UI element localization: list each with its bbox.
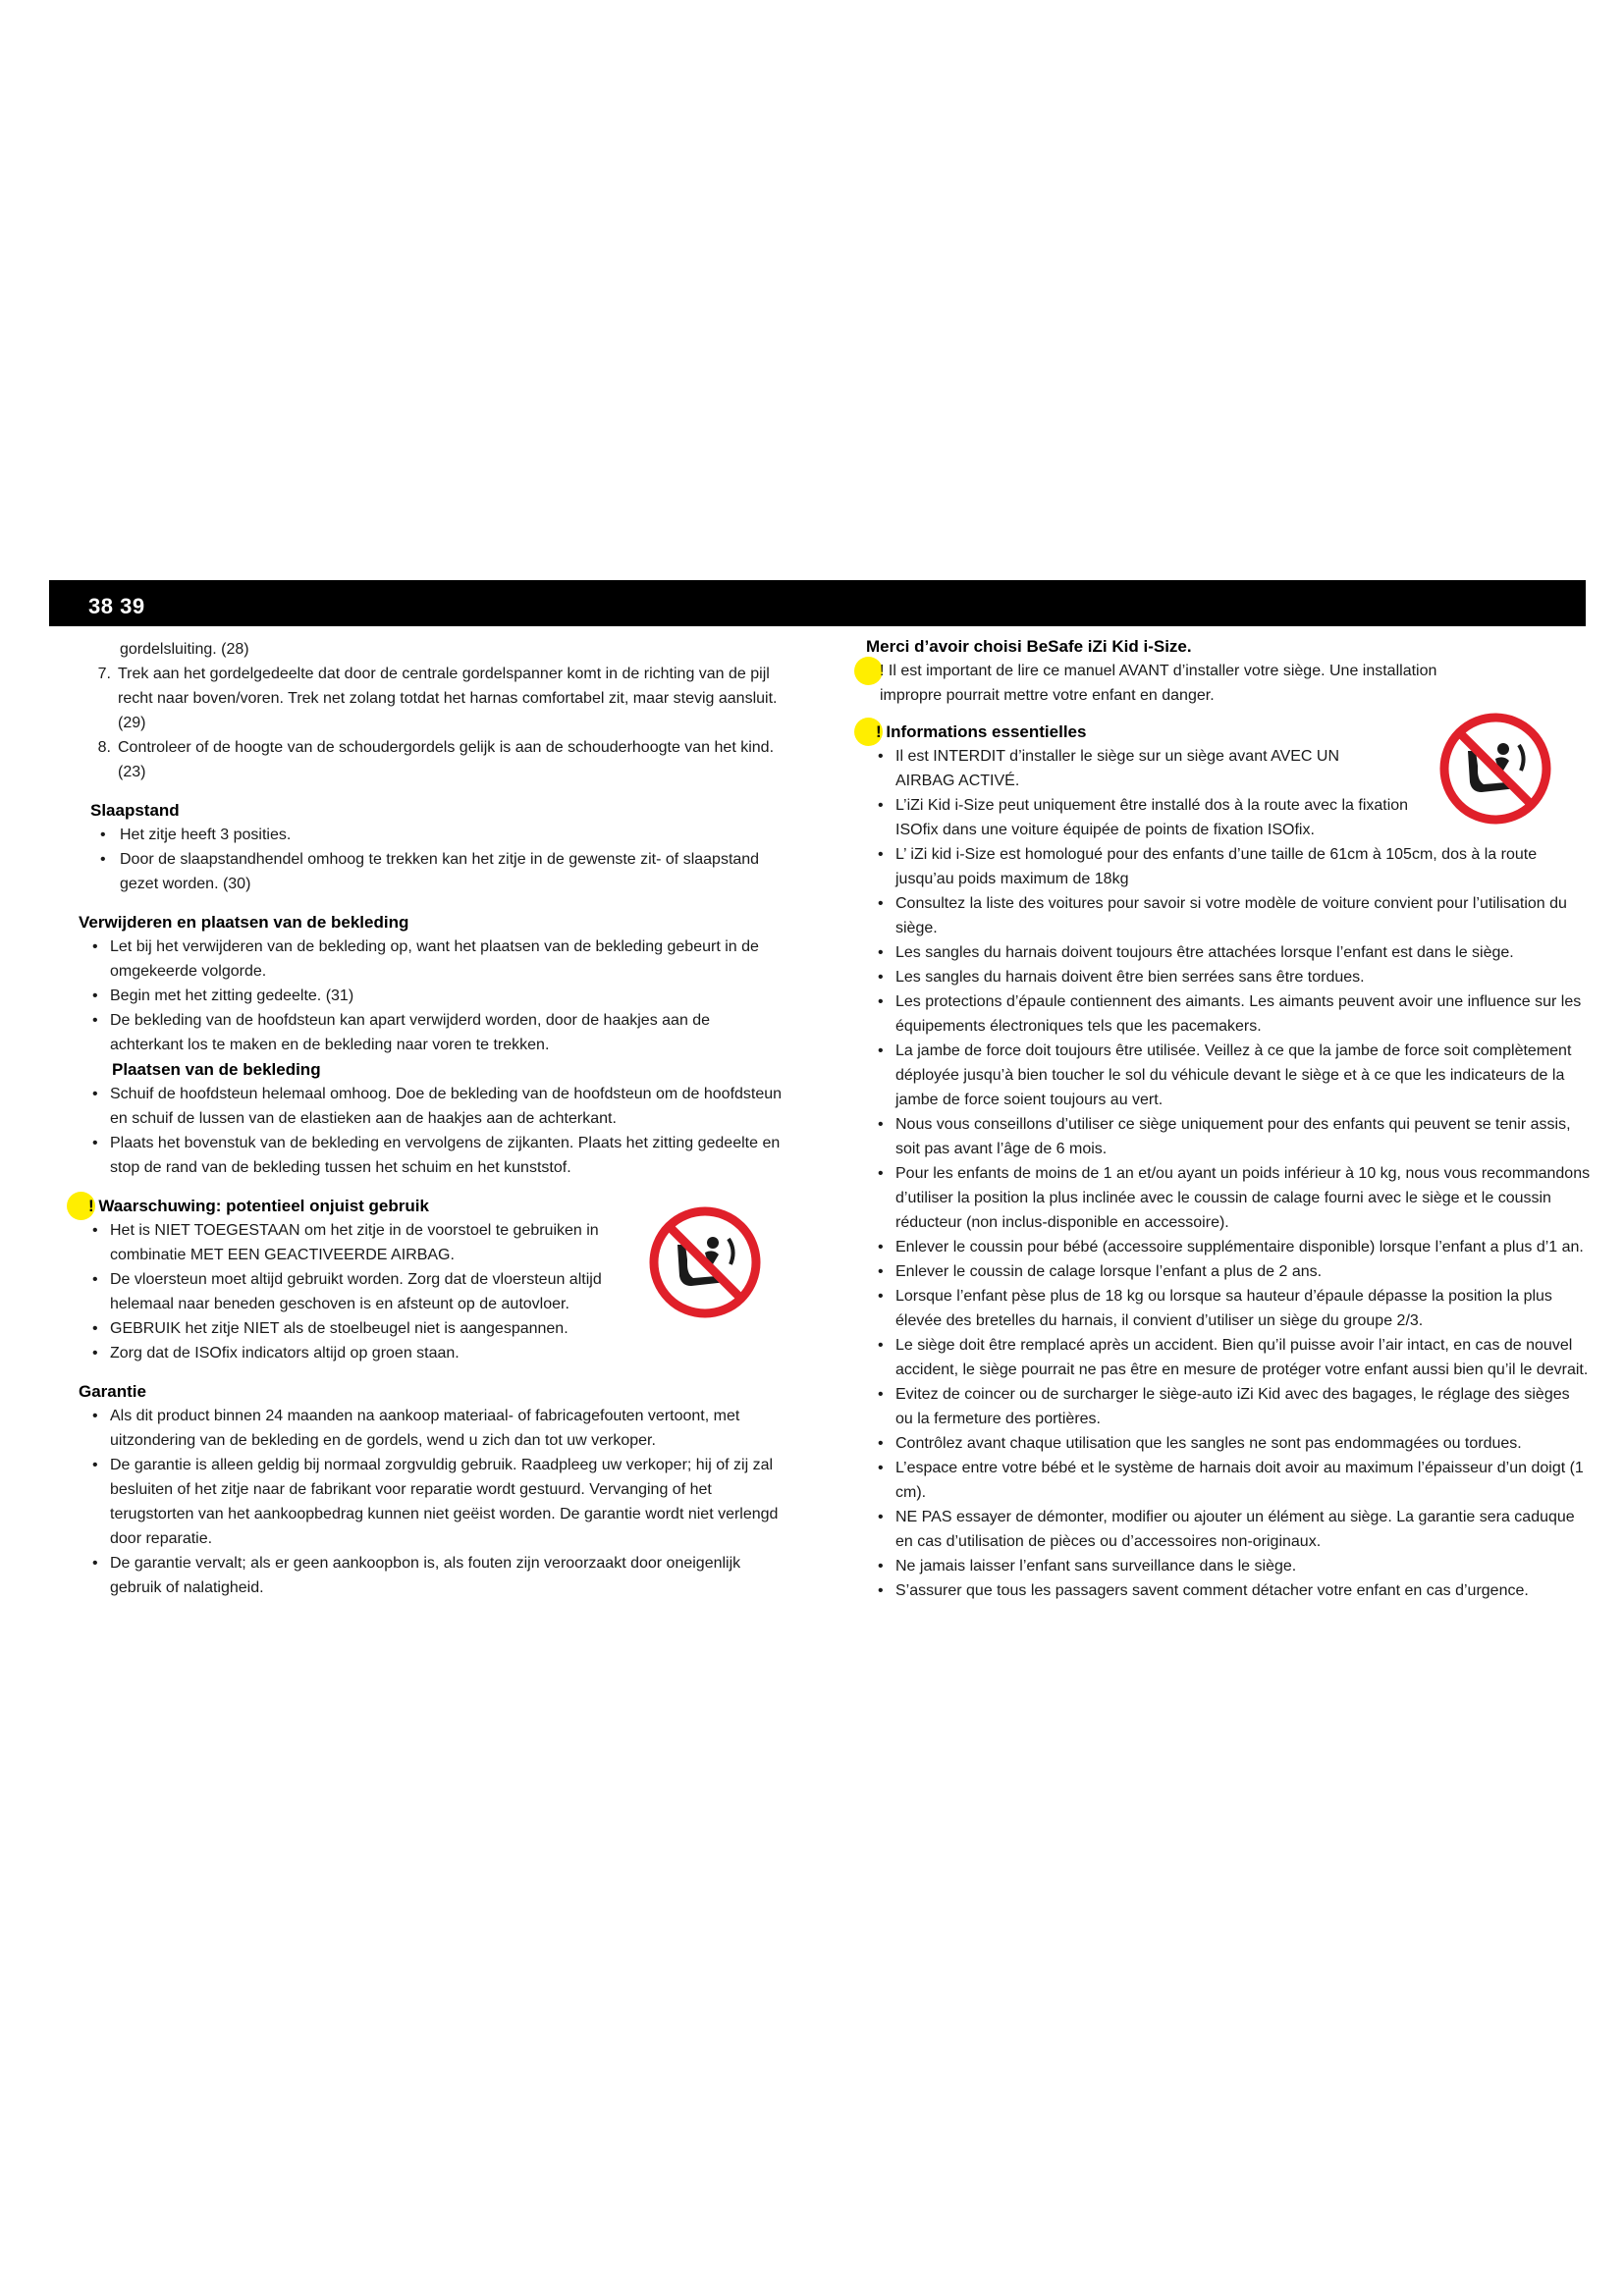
left-column	[79, 637, 785, 1600]
warning-heading: ! Waarschuwing: potentieel onjuist gebruik	[88, 1197, 429, 1215]
list-item: • Contrôlez avant chaque utilisation que les sangles ne sont pas endommagées ou tordues.	[864, 1431, 1591, 1456]
essentials-section	[854, 720, 1591, 1603]
step-text: Controleer of de hoogte van de schoudergordels gelijk is aan de schouderhoogte van het kind. (23)	[118, 739, 775, 780]
list-item: • Let bij het verwijderen van de bekleding op, want het plaatsen van de bekleding gebeurt in de omgekeerde volgorde.	[79, 934, 785, 984]
intro-text: ! Il est important de lire ce manuel AVANT d’installer votre siège. Une installation impropre pourrait mettre votre enfant en danger.	[880, 663, 1437, 704]
list-item: • L’ iZi kid i-Size est homologué pour des enfants d’une taille de 61cm à 105cm, dos à la route jusqu’au poids maximum de 18kg	[864, 842, 1591, 891]
list-item: • L’iZi Kid i-Size peut uniquement être installé dos à la route avec la fixation ISOfix dans une voiture équipée de points de fixation ISOfix.	[864, 793, 1414, 842]
list-item: • Zorg dat de ISOfix indicators altijd op groen staan.	[79, 1341, 668, 1365]
page-numbers: 38 39	[88, 594, 145, 618]
list-item: • Les protections d’épaule contiennent des aimants. Les aimants peuvent avoir une influence sur les équipements électroniques tels que les pacemakers.	[864, 989, 1591, 1039]
list-item: • Nous vous conseillons d’utiliser ce siège uniquement pour des enfants qui peuvent se tenir assis, soit pas avant l’âge de 6 mois.	[864, 1112, 1591, 1161]
list-item: • Les sangles du harnais doivent être bien serrées sans être tordues.	[864, 965, 1591, 989]
list-item: • Ne jamais laisser l’enfant sans surveillance dans le siège.	[864, 1554, 1591, 1578]
list-item: • Schuif de hoofdsteun helemaal omhoog. Doe de bekleding van de hoofdsteun om de hoofdsteun en schuif de lussen van de elastieken aan de haakjes aan de achterkant.	[79, 1082, 785, 1131]
slaapstand-list	[79, 823, 785, 896]
warning-section	[79, 1194, 785, 1365]
warning-list	[79, 1218, 668, 1365]
step-7	[79, 662, 785, 735]
list-item: • Het zitje heeft 3 posities.	[79, 823, 785, 847]
step-number: 8.	[97, 739, 111, 756]
list-item: • L’espace entre votre bébé et le système de harnais doit avoir au maximum l’épaisseur d’un doigt (1 cm).	[864, 1456, 1591, 1505]
list-item: • Lorsque l’enfant pèse plus de 18 kg ou lorsque sa hauteur d’épaule dépasse la position la plus élevée des bretelles du harnais, il convient d’utiliser un siège du groupe 2/3.	[864, 1284, 1591, 1333]
list-item: • Les sangles du harnais doivent toujours être attachées lorsque l’enfant est dans le siège.	[864, 940, 1591, 965]
step-text: Trek aan het gordelgedeelte dat door de centrale gordelspanner komt in de richting van de pijl recht naar boven/voren. Trek net zolang totdat het harnas comfortabel zit, maar stevig aansluit. (29)	[118, 666, 778, 731]
subheading-plaatsen: Plaatsen van de bekleding	[112, 1060, 321, 1079]
step-number: 7.	[97, 666, 111, 682]
page-title: Merci d’avoir choisi BeSafe iZi Kid i-Size.	[866, 637, 1192, 656]
right-column	[854, 634, 1591, 1603]
essentials-list	[854, 744, 1591, 1603]
list-item: • Evitez de coincer ou de surcharger le siège-auto iZi Kid avec des bagages, le réglage des sièges ou la fermeture des portières.	[864, 1382, 1591, 1431]
bekleding-list	[79, 934, 785, 1057]
essentials-heading: ! Informations essentielles	[876, 722, 1087, 741]
section-heading-slaapstand: Slaapstand	[90, 801, 180, 820]
list-item: • La jambe de force doit toujours être utilisée. Veillez à ce que la jambe de force soit complètement déployée jusqu’à bien toucher le sol du véhicule devant le siège et à ce que les indicateurs de la jambe de force soient toujours au vert.	[864, 1039, 1591, 1112]
list-item: • Als dit product binnen 24 maanden na aankoop materiaal- of fabricagefouten vertoont, met uitzondering van de bekleding en de gordels, wend u zich dan tot uw verkoper.	[79, 1404, 785, 1453]
step-8	[79, 735, 785, 784]
list-item: • Begin met het zitting gedeelte. (31)	[79, 984, 785, 1008]
intro-warning	[854, 659, 1591, 708]
list-item: • S’assurer que tous les passagers savent comment détacher votre enfant en cas d’urgence.	[864, 1578, 1591, 1603]
warning-dot-icon	[854, 657, 883, 685]
garantie-list	[79, 1404, 785, 1600]
list-item: • De garantie vervalt; als er geen aankoopbon is, als fouten zijn veroorzaakt door oneigenlijk gebruik of nalatigheid.	[79, 1551, 785, 1600]
page-header-bar	[49, 580, 1586, 626]
section-heading-garantie: Garantie	[79, 1382, 146, 1401]
list-item: • Enlever le coussin de calage lorsque l’enfant a plus de 2 ans.	[864, 1259, 1591, 1284]
list-item: • Door de slaapstandhendel omhoog te trekken kan het zitje in de gewenste zit- of slaapstand gezet worden. (30)	[79, 847, 785, 896]
list-item: • Il est INTERDIT d’installer le siège sur un siège avant AVEC UN AIRBAG ACTIVÉ.	[864, 744, 1375, 793]
plaatsen-list	[79, 1082, 785, 1180]
section-heading-bekleding: Verwijderen en plaatsen van de bekleding	[79, 913, 409, 932]
list-item: • Pour les enfants de moins de 1 an et/ou ayant un poids inférieur à 10 kg, nous vous recommandons d’utiliser la position la plus inclinée avec le coussin de calage fourni avec le siège et le coussin réducteur (non inclus-disponible en accessoire).	[864, 1161, 1591, 1235]
list-item: • Het is NIET TOEGESTAAN om het zitje in de voorstoel te gebruiken in combinatie MET EEN GEACTIVEERDE AIRBAG.	[79, 1218, 668, 1267]
list-item: • NE PAS essayer de démonter, modifier ou ajouter un élément au siège. La garantie sera caduque en cas d’utilisation de pièces ou d’accessoires non-originaux.	[864, 1505, 1591, 1554]
list-item: • GEBRUIK het zitje NIET als de stoelbeugel niet is aangespannen.	[79, 1316, 668, 1341]
list-item: • De bekleding van de hoofdsteun kan apart verwijderd worden, door de haakjes aan de achterkant los te maken en de bekleding naar voren te trekken.	[79, 1008, 785, 1057]
list-item: • Consultez la liste des voitures pour savoir si votre modèle de voiture convient pour l’utilisation du siège.	[864, 891, 1591, 940]
no-airbag-sign-icon	[1438, 712, 1552, 826]
continued-line: gordelsluiting. (28)	[120, 641, 249, 658]
no-airbag-sign-icon	[648, 1205, 762, 1319]
list-item: • Enlever le coussin pour bébé (accessoire supplémentaire disponible) lorsque l’enfant a plus d’1 an.	[864, 1235, 1591, 1259]
list-item: • De garantie is alleen geldig bij normaal zorgvuldig gebruik. Raadpleeg uw verkoper; hij of zij zal besluiten of het zitje naar de fabrikant voor reparatie wordt gestuurd. Vervanging of het terugstorten van het aankoopbedrag kunnen niet geëist worden. De garantie wordt niet verlengd door reparatie.	[79, 1453, 785, 1551]
list-item: • De vloersteun moet altijd gebruikt worden. Zorg dat de vloersteun altijd helemaal naar beneden geschoven is en afsteunt op de autovloer.	[79, 1267, 668, 1316]
list-item: • Plaats het bovenstuk van de bekleding en vervolgens de zijkanten. Plaats het zitting gedeelte en stop de rand van de bekleding tussen het schuim en het kunststof.	[79, 1131, 785, 1180]
list-item: • Le siège doit être remplacé après un accident. Bien qu’il puisse avoir l’air intact, en cas de nouvel accident, le siège pourrait ne pas être en mesure de protéger votre enfant aussi bien qu’il le devrait.	[864, 1333, 1591, 1382]
